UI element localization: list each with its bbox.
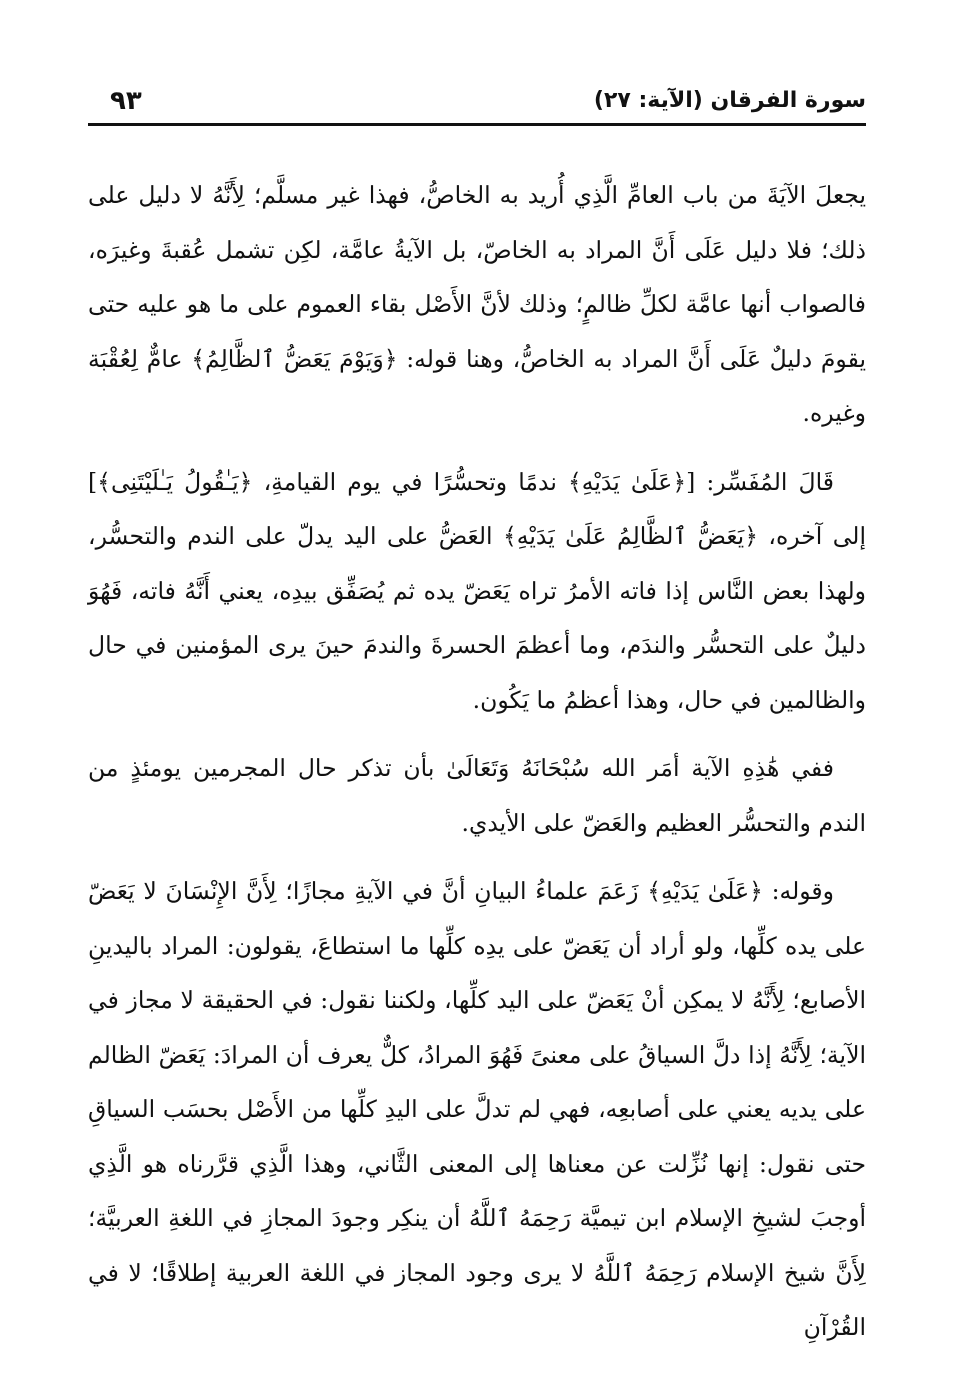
paragraph: قَالَ المُفَسِّر: [﴿عَلَىٰ يَدَيْهِ﴾ ندمًا وتحسُّرًا في يوم القيامةِ، ﴿يَـٰقُولُ يَـٰلَيْتَنِى﴾] إلى آخره، ﴿يَعَضُّ ٱلظَّالِمُ عَلَىٰ يَدَيْهِ﴾ العَضُّ على اليد يدلّ على الندم والتحسُّر، ولهذا بعض النَّاس إذا فاته الأمرُ تراه يَعَضّ يده ثم يُصَفِّق بيدِه، يعني أَنَّهُ فاته، فَهُوَ دليلٌ على التحسُّر والندَم، وما أعظمَ الحسرةَ والندمَ حينَ يرى المؤمنين في حال والظالمين في حال، وهذا أعظمُ ما يَكُون. — [88, 467, 866, 714]
page-number: ٩٣ — [110, 86, 142, 116]
paragraph: وقوله: ﴿عَلَىٰ يَدَيْهِ﴾ زَعَمَ علماءُ البيانِ أنَّ في الآيةِ مجازًا؛ لِأَنَّ الإِنْسَانَ لا يَعَضّ على يده كلِّها، ولو أراد أن يَعَضّ على يدِه كلِّها ما استطاعَ، يقولون: المراد باليدينِ الأصابع؛ لِأَنَّهُ لا يمكِن أنْ يَعَضّ على اليد كلِّها، ولكننا نقول: في الحقيقة لا مجاز في الآية؛ لِأَنَّهُ إذا دلَّ السياقُ على معنىً فَهُوَ المرادُ، كلٌّ يعرف أن المرادَ: يَعَضّ الظالم على يديه يعني على أصابعِه، فهي لم تدلَّ على اليدِ كلِّها من الأَصْل بحسَب السياقِ حتى نقول: إنها نُزِّلت عن معناها إلى المعنى الثَّاني، وهذا الَّذِي قرَّرناه هو الَّذِي أوجبَ لشيخِ الإسلام ابن تيميَّة رَحِمَهُ ٱللَّهُ أن ينكِر وجودَ المجازِ في اللغةِ العربيَّة؛ لِأَنَّ شيخ الإسلام رَحِمَهُ ٱللَّهُ لا يرى وجود المجاز في اللغة العربية إطلاقًا؛ لا في القُرْآنِ — [88, 877, 866, 1341]
header-rule — [88, 123, 866, 126]
chapter-title: سورة الفرقان (الآية: ٢٧) — [593, 88, 866, 113]
body-text — [88, 168, 866, 1369]
paragraph: يجعلَ الآيَةَ من باب العامِّ الَّذِي أُريد به الخاصُّ، فهذا غير مسلَّم؛ لِأَنَّهُ لا دليل على ذلك؛ فلا دليل عَلَى أَنَّ المراد به الخاصّ، بل الآيةُ عامَّة، لكِن تشمل عُقبةَ وغيرَه، فالصواب أنها عامَّة لكلِّ ظالمٍ؛ وذلك لأنَّ الأَصْل بقاء العموم على ما هو عليه حتى يقومَ دليلٌ عَلَى أَنَّ المراد به الخاصُّ، وهنا قوله: ﴿وَيَوْمَ يَعَضُّ ٱلظَّالِمُ﴾ عامٌّ لِعُقْبَة وغيره. — [88, 181, 866, 427]
running-header — [88, 86, 866, 122]
paragraph: ففي هَٰذِهِ الآية أمَر الله سُبْحَانَهُ وَتَعَالَىٰ بأن تذكر حال المجرمين يومئذٍ من الندم والتحسُّر العظيم والعَضّ على الأيدي. — [88, 754, 866, 837]
